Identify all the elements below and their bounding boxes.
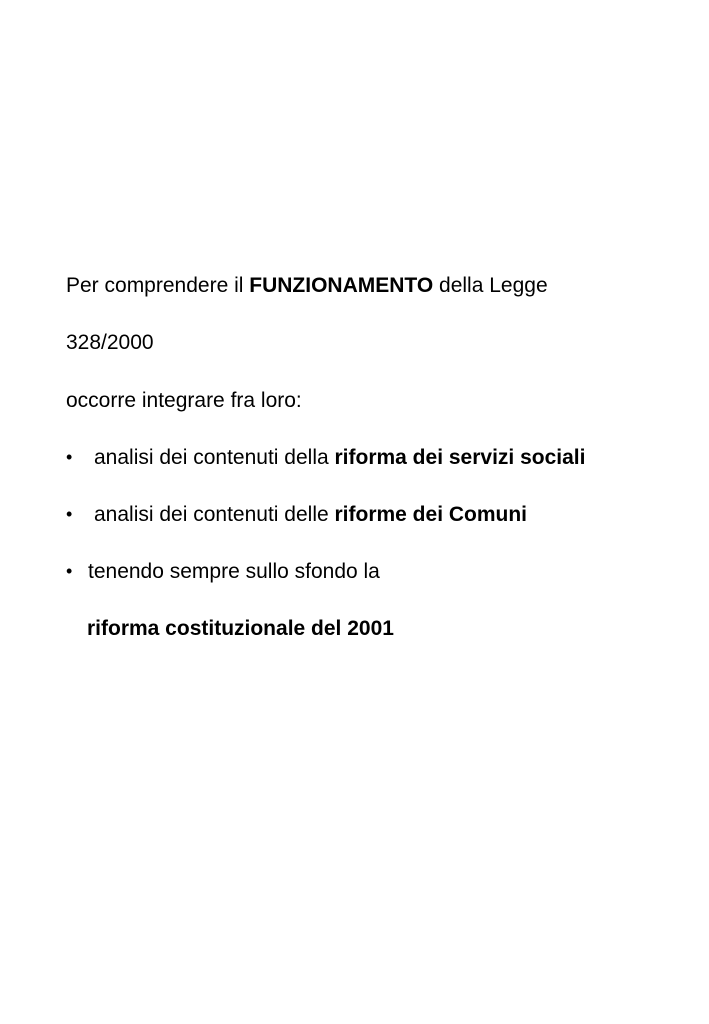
lead-text: occorre integrare fra loro:: [66, 389, 302, 412]
list-item-emphasis: riforma dei servizi sociali: [334, 446, 586, 469]
intro-line: [66, 274, 548, 298]
bullet-icon: •: [66, 504, 73, 524]
intro-text-end: della Legge: [433, 274, 548, 297]
intro-emphasis: FUNZIONAMENTO: [249, 274, 434, 297]
list-item-text: tenendo sempre sullo sfondo la: [88, 560, 380, 583]
bullet-icon: •: [66, 447, 73, 467]
closing-emphasis: riforma costituzionale del 2001: [87, 617, 394, 640]
intro-text: Per comprendere il: [66, 274, 250, 297]
law-number: 328/2000: [66, 331, 154, 354]
list-item: [94, 446, 585, 470]
list-item-emphasis: riforme dei Comuni: [334, 503, 528, 526]
list-item: [94, 503, 527, 527]
list-item-text: analisi dei contenuti della: [94, 446, 335, 469]
bullet-icon: •: [66, 561, 73, 581]
list-item-text: analisi dei contenuti delle: [94, 503, 335, 526]
list-item: [88, 560, 380, 584]
